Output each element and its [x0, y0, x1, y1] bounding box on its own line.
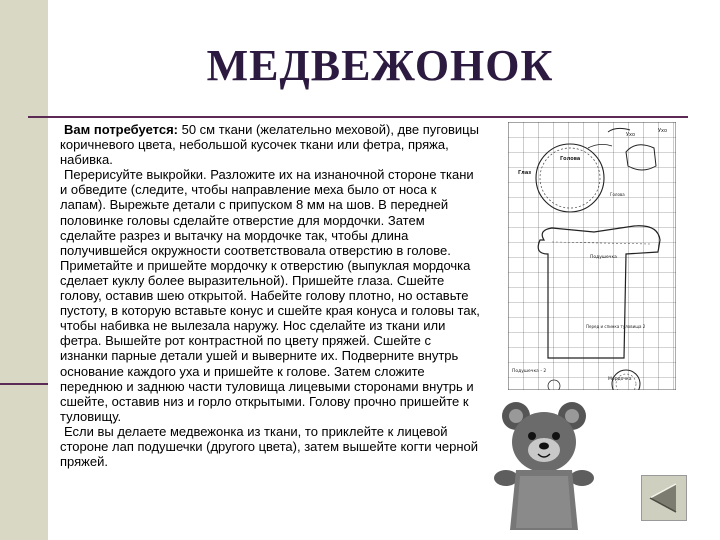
sewing-pattern-diagram — [508, 122, 676, 390]
label-paw-pad: Подушечка — [590, 255, 617, 260]
tip-paragraph: Если вы делаете медвежонка из ткани, то приклейте к лицевой стороне лап подушечки (другого цвета), затем вышейте когти черной пряжей. — [60, 423, 479, 470]
band-divider-line — [0, 383, 48, 385]
back-nav-button[interactable] — [641, 475, 687, 521]
label-head: Голова — [560, 156, 581, 162]
materials-text: 50 см ткани (желательно меховой), две пуговицы коричневого цвета, небольшой кусочек ткани или фетра, пряжа, набивка. — [60, 122, 479, 168]
triangle-left-icon — [642, 476, 686, 520]
teddy-bear-photo — [494, 398, 594, 533]
label-ear2: Ухо — [658, 128, 668, 134]
label-body-note: Перед и спинка туловища 2 — [586, 324, 646, 329]
materials-paragraph — [60, 122, 480, 167]
title-rule — [28, 116, 688, 118]
body-text — [60, 122, 480, 469]
label-muzzle: Мордочка — [608, 377, 632, 382]
label-paw-pad2: Подушечка - 2 — [512, 369, 547, 374]
label-ear: Ухо — [626, 132, 636, 138]
slide-title: МЕДВЕЖОНОК — [206, 41, 554, 90]
label-eye: Глаз — [518, 170, 532, 176]
label-head-note: Голова — [610, 192, 625, 197]
materials-label: Вам потребуется: — [64, 122, 178, 137]
instructions-paragraph: Перерисуйте выкройки. Разложите их на изнаночной стороне ткани и обведите (следите, чтобы направление меха было от носа к лапам). Вырежьте детали с припуском 8 мм на шов. В передней половинке головы сделайте отверстие для мордочки. Затем сделайте разрез и вытачку на мордочке так, чтобы длина получившейся окружности соответствовала отверстию в голове. Приметайте и пришейте мордочку к отверстию (выпуклая мордочка сделает куклу более выразительной). Пришейте глаза. Сшейте голову, оставив шею открытой. Набейте голову плотно, но оставьте пустоту, в которую вставьте конус и сшейте края конуса и головы так, чтобы набивка не вылезала наружу. Нос сделайте из ткани или фетра. Вышейте рот контрастной по цвету пряжей. Сшейте с изнанки парные детали ушей и выверните их. Подверните внутрь основание каждого уха и пришейте к голове. Затем сложите переднюю и заднюю части туловища лицевыми сторонами внутрь и сшейте, оставив низ и горло открытыми. Голову прочно пришейте к туловищу. — [60, 167, 480, 424]
